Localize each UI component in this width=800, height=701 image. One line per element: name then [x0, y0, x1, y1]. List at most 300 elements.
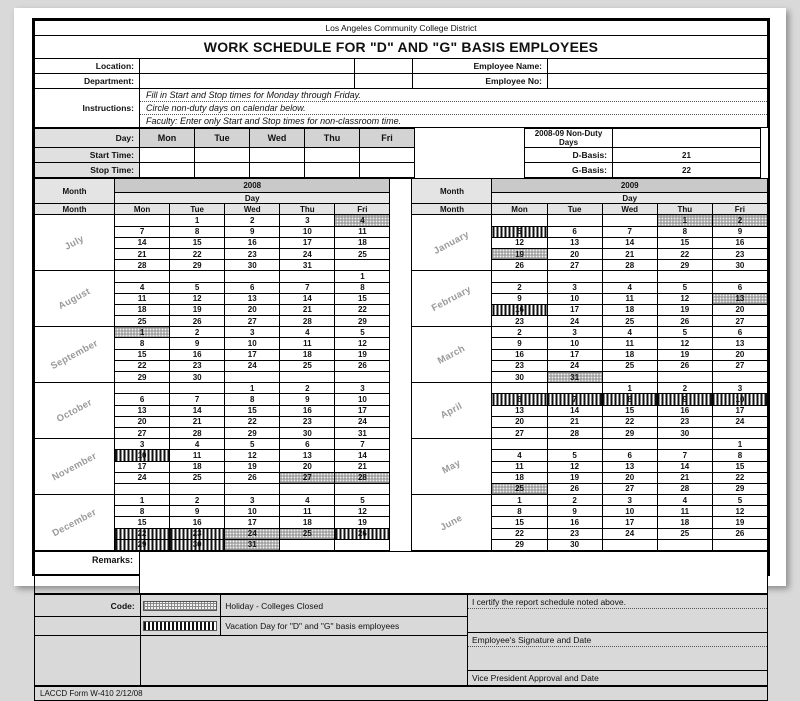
- calendar-day-cell[interactable]: 3: [547, 327, 602, 338]
- calendar-day-cell[interactable]: 5: [657, 282, 712, 293]
- department-input[interactable]: [140, 74, 355, 89]
- calendar-day-cell[interactable]: 23: [712, 248, 767, 259]
- calendar-day-cell[interactable]: 15: [225, 405, 280, 416]
- calendar-day-cell[interactable]: 15: [170, 237, 225, 248]
- calendar-day-cell[interactable]: 1: [115, 327, 170, 338]
- calendar-day-cell[interactable]: 2: [280, 383, 335, 394]
- calendar-day-cell[interactable]: 21: [170, 416, 225, 427]
- calendar-center-divider: [390, 383, 412, 439]
- calendar-day-cell[interactable]: 18: [280, 349, 335, 360]
- calendar-day-cell[interactable]: 3: [712, 383, 767, 394]
- calendar-day-cell[interactable]: 11: [170, 450, 225, 461]
- calendar-day-cell[interactable]: 4: [657, 495, 712, 506]
- calendar-day-cell[interactable]: 3: [280, 215, 335, 226]
- calendar-day-cell[interactable]: 12: [657, 338, 712, 349]
- calendar-day-cell[interactable]: 23: [492, 316, 547, 327]
- calendar-day-cell[interactable]: 24: [602, 528, 657, 539]
- calendar-day-cell[interactable]: 10: [225, 338, 280, 349]
- stop-time-label: Stop Time:: [35, 163, 140, 178]
- calendar-day-cell[interactable]: 3: [602, 495, 657, 506]
- calendar-day-cell[interactable]: 22: [115, 528, 170, 539]
- calendar-day-cell[interactable]: 20: [602, 472, 657, 483]
- calendar-day-cell[interactable]: 21: [657, 472, 712, 483]
- calendar-day-cell[interactable]: 2: [712, 215, 767, 226]
- calendar-day-cell[interactable]: 21: [602, 248, 657, 259]
- calendar-day-cell[interactable]: 30: [547, 539, 602, 550]
- calendar-day-cell[interactable]: 16: [492, 349, 547, 360]
- vacation-pattern-icon: [143, 621, 217, 631]
- calendar-day-cell[interactable]: 9: [280, 394, 335, 405]
- calendar-day-cell[interactable]: 12: [492, 237, 547, 248]
- calendar-day-cell[interactable]: 8: [712, 450, 767, 461]
- calendar-day-cell[interactable]: 14: [115, 237, 170, 248]
- location-input[interactable]: [140, 59, 355, 74]
- calendar-day-cell[interactable]: 10: [280, 226, 335, 237]
- calendar-day-cell[interactable]: 14: [280, 293, 335, 304]
- calendar-day-cell[interactable]: 16: [492, 304, 547, 315]
- calendar-day-cell[interactable]: 2: [657, 383, 712, 394]
- vp-signature-input[interactable]: [468, 647, 767, 671]
- calendar-day-cell[interactable]: 28: [602, 260, 657, 271]
- calendar-day-cell[interactable]: 5: [712, 495, 767, 506]
- calendar-day-cell[interactable]: 12: [657, 293, 712, 304]
- start-time-thu[interactable]: [305, 148, 360, 163]
- calendar-day-cell[interactable]: 5: [492, 226, 547, 237]
- calendar-day-cell[interactable]: 25: [280, 360, 335, 371]
- calendar-day-cell[interactable]: 3: [115, 439, 170, 450]
- calendar-day-cell[interactable]: 2: [492, 282, 547, 293]
- calendar-day-cell[interactable]: 1: [170, 215, 225, 226]
- calendar-day-cell[interactable]: 27: [492, 427, 547, 438]
- calendar-day-cell[interactable]: 7: [335, 439, 390, 450]
- calendar-day-cell[interactable]: 6: [712, 282, 767, 293]
- calendar-day-cell[interactable]: 12: [335, 506, 390, 517]
- calendar-day-cell[interactable]: 4: [280, 327, 335, 338]
- calendar-day-cell[interactable]: 19: [170, 304, 225, 315]
- calendar-day-cell[interactable]: 10: [547, 338, 602, 349]
- calendar-day-cell[interactable]: 24: [225, 360, 280, 371]
- start-time-wed[interactable]: [250, 148, 305, 163]
- calendar-day-cell[interactable]: 26: [657, 316, 712, 327]
- calendar-day-cell[interactable]: 14: [170, 405, 225, 416]
- calendar-day-cell[interactable]: 15: [657, 237, 712, 248]
- calendar-day-cell[interactable]: 29: [602, 427, 657, 438]
- calendar-day-cell[interactable]: 8: [602, 394, 657, 405]
- calendar-day-cell[interactable]: 1: [115, 495, 170, 506]
- calendar-day-cell[interactable]: 10: [225, 506, 280, 517]
- calendar-day-cell[interactable]: 16: [657, 405, 712, 416]
- calendar-day-cell[interactable]: 13: [280, 450, 335, 461]
- calendar-day-cell[interactable]: 22: [335, 304, 390, 315]
- calendar-day-cell[interactable]: 18: [602, 304, 657, 315]
- calendar-day-cell[interactable]: 2: [492, 327, 547, 338]
- calendar-day-cell[interactable]: 4: [602, 327, 657, 338]
- calendar-day-cell[interactable]: 8: [492, 506, 547, 517]
- calendar-day-cell[interactable]: 9: [492, 293, 547, 304]
- calendar-day-cell[interactable]: 6: [492, 394, 547, 405]
- calendar-day-cell[interactable]: 9: [492, 338, 547, 349]
- calendar-day-cell[interactable]: 20: [280, 461, 335, 472]
- calendar-day-cell[interactable]: 29: [657, 260, 712, 271]
- calendar-day-cell[interactable]: 11: [335, 226, 390, 237]
- start-time-mon[interactable]: [140, 148, 195, 163]
- cal-dow-right-thu: Thu: [657, 204, 712, 215]
- calendar-day-cell[interactable]: 5: [657, 327, 712, 338]
- calendar-day-cell[interactable]: 26: [657, 360, 712, 371]
- month-name-cell: [412, 327, 492, 383]
- calendar-day-cell[interactable]: 30: [280, 427, 335, 438]
- code-label: Code:: [35, 595, 141, 617]
- calendar-day-cell[interactable]: 5: [335, 327, 390, 338]
- calendar-day-cell[interactable]: 7: [547, 394, 602, 405]
- calendar-day-cell[interactable]: 25: [602, 316, 657, 327]
- employee-name-label: Employee Name:: [413, 59, 548, 74]
- calendar-day-cell[interactable]: 8: [657, 226, 712, 237]
- calendar-day-cell[interactable]: 11: [280, 506, 335, 517]
- calendar-day-cell[interactable]: 11: [657, 506, 712, 517]
- calendar-day-cell[interactable]: 8: [115, 506, 170, 517]
- calendar-day-cell[interactable]: 8: [335, 282, 390, 293]
- calendar-day-cell[interactable]: 30: [657, 427, 712, 438]
- calendar-day-cell[interactable]: 7: [280, 282, 335, 293]
- stop-time-wed[interactable]: [250, 163, 305, 178]
- calendar-day-cell[interactable]: 19: [547, 472, 602, 483]
- calendar-day-cell[interactable]: 12: [225, 450, 280, 461]
- calendar-day-cell[interactable]: 31: [547, 372, 602, 383]
- calendar-day-cell[interactable]: 18: [335, 237, 390, 248]
- calendar-day-cell[interactable]: 26: [225, 472, 280, 483]
- calendar-day-cell[interactable]: 22: [657, 248, 712, 259]
- year-header-right: 2009: [492, 179, 768, 193]
- calendar-day-cell[interactable]: 4: [115, 282, 170, 293]
- calendar-day-cell[interactable]: 4: [280, 495, 335, 506]
- calendar-day-cell[interactable]: 12: [170, 293, 225, 304]
- calendar-day-cell[interactable]: 3: [547, 282, 602, 293]
- calendar-day-cell[interactable]: 25: [115, 316, 170, 327]
- calendar-day-cell[interactable]: 26: [335, 360, 390, 371]
- calendar-day-cell[interactable]: 17: [225, 349, 280, 360]
- calendar-day-cell[interactable]: 4: [170, 439, 225, 450]
- calendar-day-cell[interactable]: 27: [602, 483, 657, 494]
- calendar-day-cell[interactable]: 11: [602, 338, 657, 349]
- calendar-day-cell[interactable]: 25: [280, 528, 335, 539]
- d-basis-label: D-Basis:: [525, 148, 613, 163]
- employee-no-input[interactable]: [548, 74, 768, 89]
- calendar-day-cell[interactable]: 18: [115, 304, 170, 315]
- calendar-day-cell[interactable]: 6: [280, 439, 335, 450]
- calendar-day-cell[interactable]: 11: [115, 293, 170, 304]
- calendar-day-cell[interactable]: 19: [335, 517, 390, 528]
- calendar-day-cell[interactable]: 20: [492, 416, 547, 427]
- calendar-empty-cell: [280, 539, 335, 550]
- calendar-day-cell[interactable]: 19: [492, 248, 547, 259]
- calendar-day-cell[interactable]: 17: [547, 349, 602, 360]
- calendar-day-cell[interactable]: 17: [225, 517, 280, 528]
- calendar-day-cell[interactable]: 25: [602, 360, 657, 371]
- calendar-day-cell[interactable]: 24: [335, 416, 390, 427]
- calendar-day-cell[interactable]: 7: [170, 394, 225, 405]
- employee-name-input[interactable]: [548, 59, 768, 74]
- calendar-day-cell[interactable]: 29: [225, 427, 280, 438]
- calendar-day-cell[interactable]: 13: [225, 293, 280, 304]
- calendar-day-cell[interactable]: 2: [170, 327, 225, 338]
- calendar-day-cell[interactable]: 17: [602, 517, 657, 528]
- form-number: LACCD Form W-410 2/12/08: [35, 687, 768, 701]
- calendar-day-cell[interactable]: 4: [492, 450, 547, 461]
- calendar-day-cell[interactable]: 30: [170, 539, 225, 550]
- calendar-day-cell[interactable]: 13: [115, 405, 170, 416]
- calendar-day-cell[interactable]: 7: [115, 226, 170, 237]
- calendar-day-cell[interactable]: 17: [115, 461, 170, 472]
- calendar-day-cell[interactable]: 1: [225, 383, 280, 394]
- calendar-empty-cell: [280, 483, 335, 494]
- calendar-day-cell[interactable]: 16: [547, 517, 602, 528]
- calendar-day-cell[interactable]: 31: [225, 539, 280, 550]
- calendar-day-cell[interactable]: 13: [547, 237, 602, 248]
- calendar-day-cell[interactable]: 30: [170, 372, 225, 383]
- calendar-day-cell[interactable]: 13: [712, 293, 767, 304]
- calendar-day-cell[interactable]: 25: [170, 472, 225, 483]
- calendar-day-cell[interactable]: 6: [547, 226, 602, 237]
- calendar-day-cell[interactable]: 12: [335, 338, 390, 349]
- calendar-day-cell[interactable]: 22: [115, 360, 170, 371]
- calendar-day-cell[interactable]: 10: [712, 394, 767, 405]
- start-time-tue[interactable]: [195, 148, 250, 163]
- calendar-day-cell[interactable]: 10: [115, 450, 170, 461]
- calendar-day-cell[interactable]: 23: [170, 528, 225, 539]
- employee-signature-input[interactable]: [468, 609, 767, 633]
- calendar-day-cell[interactable]: 5: [547, 450, 602, 461]
- calendar-day-cell[interactable]: 22: [712, 472, 767, 483]
- calendar-day-cell[interactable]: 24: [547, 360, 602, 371]
- calendar-day-cell[interactable]: 11: [602, 293, 657, 304]
- calendar-day-cell[interactable]: 1: [602, 383, 657, 394]
- calendar-day-cell[interactable]: 13: [712, 338, 767, 349]
- calendar-day-cell[interactable]: 17: [712, 405, 767, 416]
- calendar-day-cell[interactable]: 21: [280, 304, 335, 315]
- calendar-day-cell[interactable]: 5: [170, 282, 225, 293]
- calendar-day-cell[interactable]: 23: [170, 360, 225, 371]
- calendar-day-cell[interactable]: 15: [492, 517, 547, 528]
- calendar-day-cell[interactable]: 9: [170, 338, 225, 349]
- stop-time-tue[interactable]: [195, 163, 250, 178]
- calendar-center-divider: [390, 215, 412, 271]
- calendar-day-cell[interactable]: 17: [547, 304, 602, 315]
- calendar-day-cell[interactable]: 6: [225, 282, 280, 293]
- calendar-day-cell[interactable]: 27: [547, 260, 602, 271]
- calendar-day-cell[interactable]: 24: [115, 472, 170, 483]
- calendar-day-cell[interactable]: 30: [712, 260, 767, 271]
- calendar-day-cell[interactable]: 27: [712, 360, 767, 371]
- calendar-day-cell[interactable]: 17: [280, 237, 335, 248]
- calendar-day-cell[interactable]: 25: [657, 528, 712, 539]
- calendar-day-cell[interactable]: 28: [657, 483, 712, 494]
- calendar-day-cell[interactable]: 7: [602, 226, 657, 237]
- calendar-day-cell[interactable]: 11: [492, 461, 547, 472]
- calendar-day-cell[interactable]: 8: [225, 394, 280, 405]
- calendar-day-cell[interactable]: 20: [225, 304, 280, 315]
- calendar-day-cell[interactable]: 1: [712, 439, 767, 450]
- stop-time-thu[interactable]: [305, 163, 360, 178]
- calendar-day-cell[interactable]: 19: [657, 304, 712, 315]
- calendar-day-cell[interactable]: 29: [335, 316, 390, 327]
- calendar-center-divider: [390, 327, 412, 383]
- calendar-day-cell[interactable]: 20: [547, 248, 602, 259]
- calendar-empty-cell: [225, 483, 280, 494]
- calendar-day-cell[interactable]: 9: [547, 506, 602, 517]
- calendar-day-cell[interactable]: 15: [335, 293, 390, 304]
- calendar-day-cell[interactable]: 2: [170, 495, 225, 506]
- calendar-day-cell[interactable]: 29: [170, 260, 225, 271]
- calendar-day-cell[interactable]: 23: [280, 416, 335, 427]
- calendar-day-cell[interactable]: 28: [280, 316, 335, 327]
- calendar-day-cell[interactable]: 29: [492, 539, 547, 550]
- calendar-day-cell[interactable]: 22: [170, 248, 225, 259]
- calendar-day-cell[interactable]: 10: [547, 293, 602, 304]
- calendar-day-cell[interactable]: 23: [225, 248, 280, 259]
- d-basis-value: 21: [613, 148, 761, 163]
- calendar-day-cell[interactable]: 2: [547, 495, 602, 506]
- calendar-day-cell[interactable]: 21: [115, 248, 170, 259]
- calendar-day-cell[interactable]: 27: [712, 316, 767, 327]
- calendar-day-cell[interactable]: 15: [712, 461, 767, 472]
- calendar-day-cell[interactable]: 1: [492, 495, 547, 506]
- calendar-day-cell[interactable]: 26: [712, 528, 767, 539]
- calendar-day-cell[interactable]: 12: [547, 461, 602, 472]
- remarks-input[interactable]: [140, 552, 768, 594]
- calendar-day-cell[interactable]: 28: [115, 260, 170, 271]
- month-name-cell: [412, 271, 492, 327]
- calendar-day-cell[interactable]: 25: [335, 248, 390, 259]
- calendar-day-cell[interactable]: 8: [115, 338, 170, 349]
- calendar-day-cell[interactable]: 26: [492, 260, 547, 271]
- stop-time-fri[interactable]: [360, 163, 415, 178]
- calendar-day-cell[interactable]: 16: [225, 237, 280, 248]
- calendar-day-cell[interactable]: 26: [335, 528, 390, 539]
- calendar-day-cell[interactable]: 1: [335, 271, 390, 282]
- calendar-day-cell[interactable]: 23: [492, 360, 547, 371]
- calendar-day-cell[interactable]: 17: [335, 405, 390, 416]
- calendar-day-cell[interactable]: 5: [335, 495, 390, 506]
- calendar-day-cell[interactable]: 13: [602, 461, 657, 472]
- calendar-day-cell[interactable]: 27: [225, 316, 280, 327]
- calendar-day-cell[interactable]: 20: [712, 304, 767, 315]
- calendar-day-cell[interactable]: 29: [115, 372, 170, 383]
- calendar-day-cell[interactable]: 14: [547, 405, 602, 416]
- calendar-day-cell[interactable]: 9: [225, 226, 280, 237]
- calendar-day-cell[interactable]: 2: [225, 215, 280, 226]
- calendar-day-cell[interactable]: 27: [115, 427, 170, 438]
- calendar-day-cell[interactable]: 18: [492, 472, 547, 483]
- calendar-day-cell[interactable]: 14: [657, 461, 712, 472]
- calendar-day-cell[interactable]: 13: [492, 405, 547, 416]
- calendar-day-cell[interactable]: 29: [712, 483, 767, 494]
- calendar-day-cell[interactable]: 16: [712, 237, 767, 248]
- calendar-day-cell[interactable]: 24: [225, 528, 280, 539]
- calendar-day-cell[interactable]: 22: [225, 416, 280, 427]
- calendar-day-cell[interactable]: 27: [280, 472, 335, 483]
- calendar-day-cell[interactable]: 3: [225, 495, 280, 506]
- calendar-day-cell[interactable]: 28: [335, 472, 390, 483]
- calendar-day-cell[interactable]: 7: [657, 450, 712, 461]
- calendar-day-cell[interactable]: 24: [280, 248, 335, 259]
- start-time-fri[interactable]: [360, 148, 415, 163]
- calendar-day-cell[interactable]: 14: [335, 450, 390, 461]
- calendar-day-cell[interactable]: 31: [280, 260, 335, 271]
- calendar-day-cell[interactable]: 10: [602, 506, 657, 517]
- calendar-day-cell[interactable]: 28: [170, 427, 225, 438]
- calendar-day-cell[interactable]: 16: [170, 517, 225, 528]
- calendar-day-cell[interactable]: 9: [657, 394, 712, 405]
- calendar-day-cell[interactable]: 19: [225, 461, 280, 472]
- calendar-day-cell[interactable]: 18: [170, 461, 225, 472]
- calendar-day-cell[interactable]: 25: [492, 483, 547, 494]
- calendar-day-cell[interactable]: 8: [170, 226, 225, 237]
- calendar-day-cell[interactable]: 4: [602, 282, 657, 293]
- calendar-day-cell[interactable]: 29: [115, 539, 170, 550]
- calendar-day-cell[interactable]: 3: [335, 383, 390, 394]
- calendar-day-cell[interactable]: 4: [335, 215, 390, 226]
- calendar-day-cell[interactable]: 23: [547, 528, 602, 539]
- calendar-day-cell[interactable]: 19: [657, 349, 712, 360]
- calendar-day-cell[interactable]: 9: [170, 506, 225, 517]
- calendar-day-cell[interactable]: 24: [547, 316, 602, 327]
- dow-header-thu: Thu: [305, 129, 360, 148]
- calendar-empty-cell: [280, 372, 335, 383]
- calendar-day-cell[interactable]: 22: [492, 528, 547, 539]
- calendar-day-cell[interactable]: 21: [547, 416, 602, 427]
- calendar-day-cell[interactable]: 18: [602, 349, 657, 360]
- calendar-day-cell[interactable]: 18: [280, 517, 335, 528]
- stop-time-mon[interactable]: [140, 163, 195, 178]
- calendar-day-cell[interactable]: 31: [335, 427, 390, 438]
- calendar-day-cell[interactable]: 26: [170, 316, 225, 327]
- calendar-day-cell[interactable]: 19: [712, 517, 767, 528]
- calendar-day-cell[interactable]: 5: [225, 439, 280, 450]
- cal-dow-right-tue: Tue: [547, 204, 602, 215]
- calendar-day-cell[interactable]: 6: [712, 327, 767, 338]
- calendar-day-cell[interactable]: 6: [115, 394, 170, 405]
- calendar-day-cell[interactable]: 19: [335, 349, 390, 360]
- calendar-day-cell[interactable]: 1: [657, 215, 712, 226]
- calendar-day-cell[interactable]: 6: [602, 450, 657, 461]
- calendar-day-cell[interactable]: 28: [547, 427, 602, 438]
- calendar-day-cell[interactable]: 3: [225, 327, 280, 338]
- calendar-day-cell[interactable]: 15: [602, 405, 657, 416]
- calendar-day-cell[interactable]: 30: [225, 260, 280, 271]
- calendar-day-cell[interactable]: 18: [657, 517, 712, 528]
- calendar-day-cell[interactable]: 23: [657, 416, 712, 427]
- calendar-day-cell[interactable]: 16: [280, 405, 335, 416]
- calendar-empty-cell: [547, 439, 602, 450]
- calendar-day-cell[interactable]: 24: [712, 416, 767, 427]
- calendar-day-cell[interactable]: 20: [712, 349, 767, 360]
- calendar-day-cell[interactable]: 15: [115, 349, 170, 360]
- calendar-day-cell[interactable]: 14: [602, 237, 657, 248]
- calendar-day-cell[interactable]: 15: [115, 517, 170, 528]
- calendar-day-cell[interactable]: 20: [115, 416, 170, 427]
- calendar-day-cell[interactable]: 12: [712, 506, 767, 517]
- calendar-day-cell[interactable]: 22: [602, 416, 657, 427]
- calendar-day-cell[interactable]: 11: [280, 338, 335, 349]
- calendar-day-cell[interactable]: 21: [335, 461, 390, 472]
- form-title: WORK SCHEDULE FOR "D" AND "G" BASIS EMPLOYEES: [35, 36, 768, 59]
- calendar-day-cell[interactable]: 30: [492, 372, 547, 383]
- calendar-day-cell[interactable]: 9: [712, 226, 767, 237]
- calendar-day-cell[interactable]: 16: [170, 349, 225, 360]
- calendar-day-cell[interactable]: 10: [335, 394, 390, 405]
- calendar-day-cell[interactable]: 26: [547, 483, 602, 494]
